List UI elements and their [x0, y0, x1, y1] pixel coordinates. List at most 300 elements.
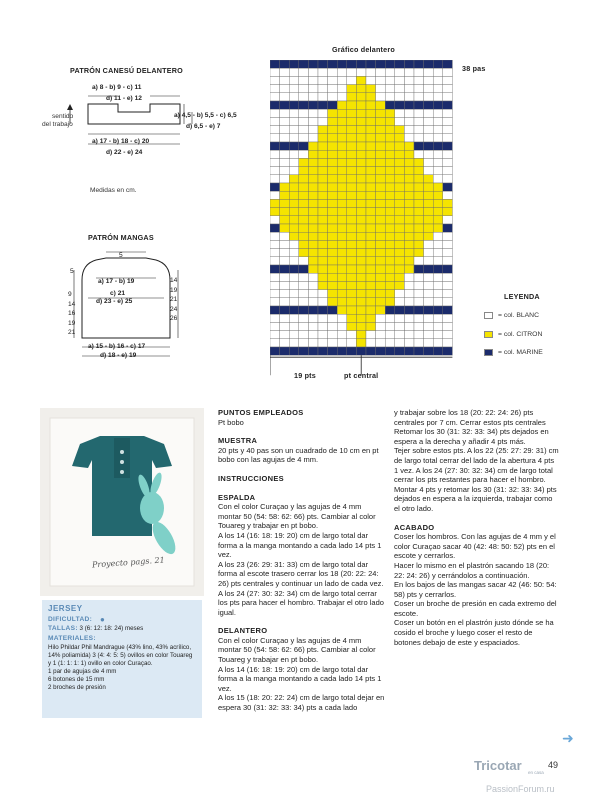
chart-cell	[376, 208, 386, 216]
chart-cell	[328, 126, 338, 134]
chart-cell	[366, 314, 376, 322]
chart-cell	[347, 216, 357, 224]
chart-cell	[328, 134, 338, 142]
chart-cell	[433, 175, 443, 183]
chart-cell	[347, 85, 357, 93]
chart-cell	[270, 68, 280, 76]
chart-cell	[289, 314, 299, 322]
chart-cell	[308, 347, 318, 355]
chart-cell	[299, 134, 309, 142]
chart-cell	[308, 290, 318, 298]
chart-cell	[328, 290, 338, 298]
chart-cell	[443, 68, 453, 76]
chart-cell	[299, 158, 309, 166]
chart-cell	[385, 199, 395, 207]
chart-cell	[366, 339, 376, 347]
chart-cell	[404, 117, 414, 125]
chart-cell	[385, 117, 395, 125]
product-photo	[40, 408, 204, 596]
chart-cell	[270, 60, 280, 68]
chart-cell	[289, 306, 299, 314]
chart-cell	[356, 224, 366, 232]
chart-cell	[395, 232, 405, 240]
chart-cell	[289, 93, 299, 101]
chart-cell	[337, 232, 347, 240]
chart-cell	[414, 117, 424, 125]
chart-cell	[299, 339, 309, 347]
chart-cell	[347, 158, 357, 166]
chart-cell	[270, 314, 280, 322]
chart-cell	[385, 224, 395, 232]
chart-cell	[318, 150, 328, 158]
chart-cell	[299, 117, 309, 125]
chart-cell	[280, 150, 290, 158]
chart-cell	[289, 322, 299, 330]
chart-cell	[337, 306, 347, 314]
chart-cell	[299, 191, 309, 199]
chart-cell	[414, 216, 424, 224]
chart-cell	[366, 216, 376, 224]
chart-cell	[337, 199, 347, 207]
paragraph: A los 24 (27: 30: 32: 34) cm de largo total cerrar los pts para hacer el hombro. Trabajar el otro lado igual.	[218, 588, 384, 617]
chart-cell	[280, 232, 290, 240]
chart-cell	[328, 339, 338, 347]
chart-cell	[356, 281, 366, 289]
chart-cell	[308, 150, 318, 158]
chart-cell	[270, 249, 280, 257]
chart-cell	[270, 339, 280, 347]
chart-cell	[280, 257, 290, 265]
chart-cell	[270, 240, 280, 248]
chart-cell	[289, 76, 299, 84]
sleeve-left-0: 9	[68, 291, 72, 298]
chart-cell	[414, 134, 424, 142]
chart-cell	[328, 93, 338, 101]
chart-cell	[376, 150, 386, 158]
chart-cell	[328, 216, 338, 224]
chart-cell	[347, 101, 357, 109]
chart-cell	[280, 142, 290, 150]
chart-cell	[395, 134, 405, 142]
chart-cell	[270, 109, 280, 117]
chart-cell	[366, 257, 376, 265]
chart-cell	[328, 60, 338, 68]
chart-cell	[395, 249, 405, 257]
chart-cell	[280, 208, 290, 216]
chart-cell	[289, 290, 299, 298]
chart-cell	[376, 216, 386, 224]
chart-cell	[404, 208, 414, 216]
chart-cell	[337, 76, 347, 84]
chart-cell	[308, 175, 318, 183]
chart-cell	[328, 208, 338, 216]
chart-cell	[299, 101, 309, 109]
chart-cell	[414, 281, 424, 289]
chart-cell	[270, 224, 280, 232]
chart-cell	[328, 298, 338, 306]
chart-cell	[299, 347, 309, 355]
chart-cell	[328, 240, 338, 248]
chart-cell	[356, 322, 366, 330]
chart-cell	[356, 93, 366, 101]
chart-cell	[337, 117, 347, 125]
chart-cell	[433, 60, 443, 68]
chart-cell	[318, 199, 328, 207]
chart-cell	[318, 126, 328, 134]
swatch-marine	[484, 349, 493, 356]
sleeve-right-2: 21	[170, 296, 178, 304]
chart-cell	[385, 126, 395, 134]
chart-cell	[404, 167, 414, 175]
chart-cell	[395, 142, 405, 150]
chart-cell	[347, 191, 357, 199]
chart-cell	[404, 142, 414, 150]
chart-cell	[404, 314, 414, 322]
chart-cell	[289, 126, 299, 134]
chart-cell	[414, 109, 424, 117]
chart-cell	[443, 208, 453, 216]
chart-cell	[366, 249, 376, 257]
chart-cell	[308, 298, 318, 306]
sleeve-left-2: 16	[68, 310, 76, 318]
chart-cell	[308, 273, 318, 281]
chart-cell	[280, 281, 290, 289]
info-title: JERSEY	[48, 604, 83, 613]
paragraph: A los 14 (16: 18: 19: 20) cm de largo total dar forma a la manga montando a cada lado 14 pts 1 vez.	[218, 530, 382, 560]
next-arrow-icon[interactable]: ➜	[562, 730, 574, 746]
chart-cell	[347, 339, 357, 347]
chart-cell	[424, 216, 434, 224]
chart-cell	[424, 109, 434, 117]
chart-cell	[433, 281, 443, 289]
paragraph: Coser los hombros. Con las agujas de 4 mm y el color Curaçao sacar 40 (42: 48: 50: 52) pts en el escote y cerrarlos.	[394, 532, 556, 561]
chart-cell	[347, 240, 357, 248]
chart-cell	[337, 126, 347, 134]
chart-cell	[443, 134, 453, 142]
chart-cell	[376, 339, 386, 347]
chart-cell	[356, 298, 366, 306]
chart-cell	[347, 249, 357, 257]
sleeve-right-1: 19	[170, 286, 178, 294]
chart-cell	[308, 339, 318, 347]
chart-cell	[424, 314, 434, 322]
chart-cell	[404, 183, 414, 191]
chart-cell	[443, 109, 453, 117]
chart-cell	[289, 339, 299, 347]
chart-cell	[328, 142, 338, 150]
chart-cell	[318, 249, 328, 257]
chart-cell	[318, 232, 328, 240]
chart-cell	[404, 298, 414, 306]
chart-cell	[414, 257, 424, 265]
chart-cell	[366, 183, 376, 191]
chart-cell	[280, 191, 290, 199]
chart-cell	[308, 265, 318, 273]
chart-cell	[414, 93, 424, 101]
chart-cell	[337, 109, 347, 117]
chart-cell	[443, 306, 453, 314]
chart-cell	[299, 224, 309, 232]
chart-cell	[280, 175, 290, 183]
chart-cell	[414, 224, 424, 232]
chart-cell	[337, 183, 347, 191]
chart-cell	[385, 85, 395, 93]
chart-cell	[443, 224, 453, 232]
chart-cell	[337, 60, 347, 68]
chart-cell	[395, 224, 405, 232]
chart-cell	[356, 273, 366, 281]
chart-cell	[318, 76, 328, 84]
chart-cell	[308, 101, 318, 109]
chart-cell	[347, 208, 357, 216]
chart-cell	[280, 93, 290, 101]
chart-cell	[443, 240, 453, 248]
chart-cell	[289, 85, 299, 93]
chart-cell	[280, 290, 290, 298]
chart-cell	[270, 199, 280, 207]
chart-cell	[318, 273, 328, 281]
paragraph: A los 23 (26: 29: 31: 33) cm de largo total dar forma al escote trasero cerrar los 18 (20: 22: 24: 26) pts centrales y continuar un lado de cada vez.	[218, 559, 384, 588]
paragraph: Coser un broche de presión en cada extremo del escote.	[394, 599, 557, 618]
chart-cell	[308, 224, 318, 232]
chart-cell	[347, 76, 357, 84]
chart-cell	[299, 76, 309, 84]
chart-cell	[308, 85, 318, 93]
chart-cell	[337, 101, 347, 109]
chart-cell	[404, 216, 414, 224]
chart-cell	[356, 265, 366, 273]
chart-cell	[414, 150, 424, 158]
chart-cell	[328, 101, 338, 109]
chart-cell	[424, 183, 434, 191]
chart-cell	[289, 191, 299, 199]
chart-cell	[356, 109, 366, 117]
chart-cell	[308, 76, 318, 84]
chart-cell	[289, 134, 299, 142]
chart-cell	[395, 117, 405, 125]
chart-cell	[337, 191, 347, 199]
chart-cell	[404, 240, 414, 248]
chart-cell	[414, 126, 424, 134]
chart-cell	[270, 208, 280, 216]
chart-cell	[337, 93, 347, 101]
mat-line-4: 1 par de agujas de 4 mm	[48, 668, 117, 675]
chart-cell	[318, 208, 328, 216]
chart-cell	[318, 183, 328, 191]
chart-cell	[424, 322, 434, 330]
sleeve-left-top: 5	[70, 268, 74, 275]
chart-cell	[337, 265, 347, 273]
chart-cell	[433, 331, 443, 339]
chart-cell	[414, 199, 424, 207]
chart-cell	[308, 68, 318, 76]
chart-cell	[280, 60, 290, 68]
chart-cell	[443, 331, 453, 339]
chart-cell	[308, 126, 318, 134]
chart-cell	[308, 93, 318, 101]
chart-cell	[424, 347, 434, 355]
chart-cell	[433, 158, 443, 166]
section-heading: MUESTRA	[218, 436, 258, 446]
chart-cell	[366, 109, 376, 117]
chart-cell	[385, 76, 395, 84]
chart-cell	[414, 314, 424, 322]
chart-cell	[404, 126, 414, 134]
chart-cell	[347, 290, 357, 298]
chart-cell	[376, 322, 386, 330]
chart-cell	[395, 101, 405, 109]
chart-cell	[433, 298, 443, 306]
chart-cell	[318, 224, 328, 232]
chart-cell	[280, 158, 290, 166]
chart-cell	[328, 68, 338, 76]
paragraph: En los bajos de las mangas sacar 42 (46: 50: 54: 58) pts y cerrarlos.	[394, 580, 557, 599]
chart-cell	[318, 240, 328, 248]
chart-cell	[308, 216, 318, 224]
chart-cell	[299, 281, 309, 289]
sleeve-pattern-title: PATRÓN MANGAS	[88, 233, 154, 242]
chart-cell	[318, 142, 328, 150]
chart-cell	[318, 167, 328, 175]
chart-cell	[443, 322, 453, 330]
chart-cell	[308, 322, 318, 330]
chart-cell	[433, 167, 443, 175]
chart-cell	[308, 183, 318, 191]
chart-cell	[356, 126, 366, 134]
chart-cell	[280, 134, 290, 142]
chart-cell	[404, 306, 414, 314]
chart-cell	[280, 339, 290, 347]
chart-cell	[347, 68, 357, 76]
paragraph: Con el color Curaçao y las agujas de 4 mm montar 50 (54: 58: 62: 66) pts. Cambiar al color Touareg y trabajar en pt bobo.	[218, 635, 376, 665]
chart-cell	[395, 290, 405, 298]
chart-cell	[443, 117, 453, 125]
chart-cell	[433, 150, 443, 158]
chart-cell	[270, 331, 280, 339]
chart-cell	[433, 224, 443, 232]
chart-cell	[424, 208, 434, 216]
chart-cell	[366, 117, 376, 125]
chart-cell	[270, 257, 280, 265]
chart-cell	[337, 347, 347, 355]
chart-cell	[443, 298, 453, 306]
chart-cell	[337, 290, 347, 298]
chart-cell	[404, 232, 414, 240]
chart-cell	[414, 167, 424, 175]
dificultad-label: DIFICULTAD:	[48, 616, 93, 623]
chart-cell	[289, 224, 299, 232]
chart-pts: 19 pts	[294, 371, 316, 380]
chart-cell	[308, 60, 318, 68]
chart-cell	[433, 306, 443, 314]
chart-cell	[424, 60, 434, 68]
chart-cell	[308, 306, 318, 314]
chart-cell	[376, 68, 386, 76]
chart-cell	[366, 224, 376, 232]
chart-cell	[443, 167, 453, 175]
chart-cell	[376, 175, 386, 183]
chart-cell	[395, 281, 405, 289]
chart-cell	[424, 85, 434, 93]
chart-cell	[270, 76, 280, 84]
chart-cell	[289, 265, 299, 273]
chart-cell	[385, 290, 395, 298]
watermark: PassionForum.ru	[486, 784, 555, 794]
chart-cell	[308, 117, 318, 125]
chart-cell	[433, 126, 443, 134]
chart-cell	[404, 60, 414, 68]
chart-cell	[337, 249, 347, 257]
chart-cell	[414, 339, 424, 347]
chart-cell	[414, 208, 424, 216]
chart-cell	[270, 142, 280, 150]
difficulty-icon: ●	[100, 615, 105, 624]
chart-cell	[347, 232, 357, 240]
chart-cell	[337, 150, 347, 158]
chart-cell	[289, 167, 299, 175]
chart-cell	[280, 240, 290, 248]
chart-cell	[356, 331, 366, 339]
photo-caption: Proyecto pags. 21	[91, 555, 165, 570]
chart-cell	[328, 117, 338, 125]
chart-cell	[328, 150, 338, 158]
chart-cell	[414, 68, 424, 76]
chart-cell	[328, 191, 338, 199]
chart-cell	[385, 101, 395, 109]
chart-cell	[414, 183, 424, 191]
chart-cell	[299, 142, 309, 150]
chart-cell	[433, 199, 443, 207]
chart-cell	[404, 322, 414, 330]
chart-cell	[289, 117, 299, 125]
chart-cell	[366, 298, 376, 306]
sleeve-left-1: 14	[68, 300, 76, 308]
paragraph: Tejer sobre estos pts. A los 22 (25: 27: 29: 31) cm de largo total cerrar del lado de la abertura 4 pts 1 vez. A los 24 (27: 30: 32: 34) cm de largo total cerrar los pts restantes para hacer el hombro.	[394, 446, 559, 485]
chart-cell	[443, 183, 453, 191]
chart-cell	[414, 60, 424, 68]
chart-cell	[385, 183, 395, 191]
chart-cell	[356, 60, 366, 68]
page-number: 49	[548, 760, 559, 770]
chart-cell	[385, 298, 395, 306]
chart-cell	[328, 265, 338, 273]
chart-cell	[337, 322, 347, 330]
chart-cell	[433, 232, 443, 240]
chart-cell	[404, 85, 414, 93]
chart-cell	[433, 249, 443, 257]
chart-cell	[424, 240, 434, 248]
chart-cell	[443, 273, 453, 281]
chart-cell	[414, 101, 424, 109]
chart-cell	[376, 249, 386, 257]
chart-cell	[443, 265, 453, 273]
chart-cell	[404, 339, 414, 347]
section-heading: PUNTOS EMPLEADOS	[218, 408, 304, 417]
chart-cell	[328, 347, 338, 355]
brand-logo: Tricotar	[474, 758, 522, 773]
chart-cell	[347, 306, 357, 314]
chart-cell	[347, 322, 357, 330]
chart-cell	[308, 281, 318, 289]
chart-cell	[337, 224, 347, 232]
chart-cell	[289, 60, 299, 68]
chart-cell	[270, 281, 280, 289]
sleeve-m3: d) 23 - e) 25	[96, 298, 133, 305]
chart-cell	[414, 158, 424, 166]
chart-cell	[414, 249, 424, 257]
chart-cell	[424, 281, 434, 289]
chart-cell	[347, 60, 357, 68]
